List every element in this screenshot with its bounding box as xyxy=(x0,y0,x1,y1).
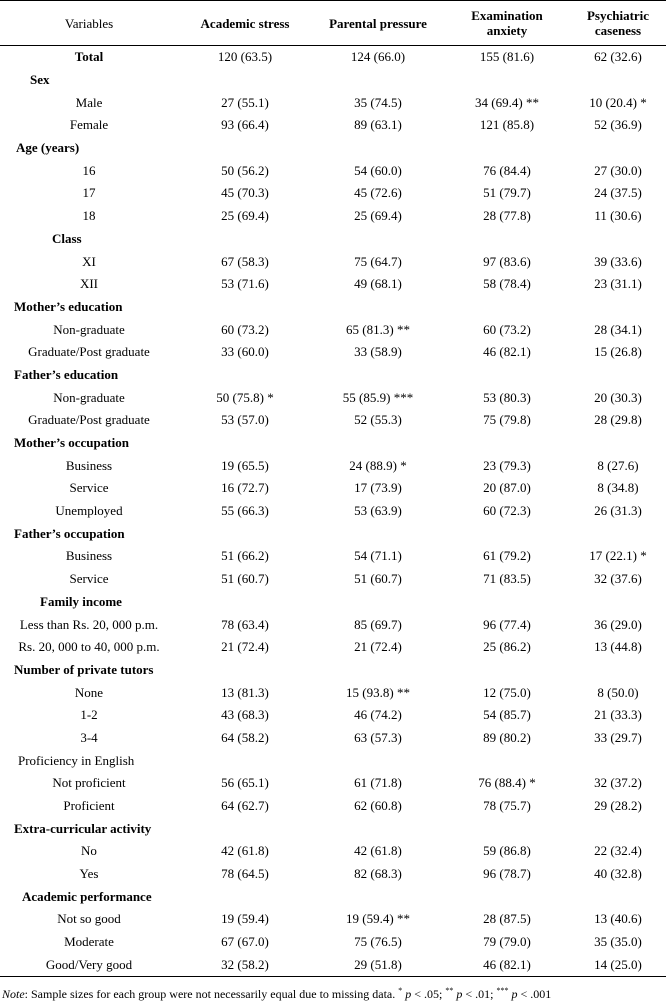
group-row xyxy=(0,137,666,160)
cell-value: 19 (59.4) ** xyxy=(346,911,410,927)
table-row xyxy=(0,749,666,772)
cell-value: 75 (76.5) xyxy=(354,934,402,950)
cell-value: 13 (81.3) xyxy=(221,684,269,700)
row-label: Not proficient xyxy=(52,775,126,791)
cell-value: 96 (77.4) xyxy=(483,616,531,632)
group-label: Number of private tutors xyxy=(14,661,154,677)
cell-value xyxy=(312,817,444,840)
group-row xyxy=(0,522,666,545)
cell-value: 53 (80.3) xyxy=(483,389,531,405)
row-label: Proficient xyxy=(63,798,115,814)
cell-value: 67 (67.0) xyxy=(221,934,269,950)
cell-value xyxy=(444,522,570,545)
cell-value: 35 (74.5) xyxy=(354,94,402,110)
cell-value xyxy=(178,749,312,772)
cell-value: 96 (78.7) xyxy=(483,866,531,882)
cell-value: 50 (75.8) * xyxy=(216,389,274,405)
cell-value xyxy=(178,69,312,92)
table-note xyxy=(2,986,551,1002)
p-threshold: < .001 xyxy=(517,987,552,1001)
cell-value xyxy=(444,749,570,772)
table-row xyxy=(0,341,666,364)
group-row xyxy=(0,885,666,908)
cell-value: 75 (64.7) xyxy=(354,253,402,269)
row-label: No xyxy=(81,843,97,859)
cell-value: 52 (36.9) xyxy=(594,117,642,133)
table-row xyxy=(0,454,666,477)
group-label: Age (years) xyxy=(16,140,80,156)
cell-value: 59 (86.8) xyxy=(483,843,531,859)
column-header-text: Examination xyxy=(471,8,543,23)
cell-value: 64 (58.2) xyxy=(221,729,269,745)
significance-stars: ** xyxy=(445,986,454,995)
cell-value xyxy=(312,749,444,772)
cell-value: 56 (65.1) xyxy=(221,775,269,791)
cell-value: 60 (72.3) xyxy=(483,503,531,519)
cell-value: 89 (63.1) xyxy=(354,117,402,133)
column-header-text: anxiety xyxy=(486,23,528,38)
cell-value: 89 (80.2) xyxy=(483,729,531,745)
cell-value: 15 (26.8) xyxy=(594,344,642,360)
cell-value: 36 (29.0) xyxy=(594,616,642,632)
cell-value xyxy=(312,364,444,387)
p-threshold: < .01; xyxy=(462,987,497,1001)
cell-value: 35 (35.0) xyxy=(594,934,642,950)
cell-value: 51 (60.7) xyxy=(221,571,269,587)
cell-value xyxy=(570,591,666,614)
group-row xyxy=(0,69,666,92)
column-header-col-4 xyxy=(570,1,666,46)
cell-value xyxy=(312,137,444,160)
column-header-col-3 xyxy=(444,1,570,46)
row-label: Unemployed xyxy=(55,503,123,519)
cell-value xyxy=(570,296,666,319)
p-symbol: p xyxy=(456,987,463,1001)
cell-value: 32 (58.2) xyxy=(178,954,312,977)
table-row xyxy=(0,545,666,568)
cell-value: 53 (57.0) xyxy=(221,412,269,428)
cell-value: 54 (60.0) xyxy=(354,162,402,178)
cell-value: 85 (69.7) xyxy=(354,616,402,632)
row-label: 3-4 xyxy=(80,729,98,745)
cell-value: 46 (82.1) xyxy=(444,954,570,977)
cell-value xyxy=(444,296,570,319)
cell-value: 11 (30.6) xyxy=(594,208,642,224)
cell-value: 14 (25.0) xyxy=(570,954,666,977)
cell-value: 155 (81.6) xyxy=(479,49,535,65)
cell-value: 21 (72.4) xyxy=(221,639,269,655)
cell-value: 39 (33.6) xyxy=(594,253,642,269)
cell-value: 17 (22.1) * xyxy=(589,548,647,564)
row-label: Graduate/Post graduate xyxy=(28,344,150,360)
cell-value xyxy=(444,137,570,160)
significance-legend xyxy=(398,987,551,1001)
cell-value: 21 (33.3) xyxy=(594,707,642,723)
row-label: 17 xyxy=(82,185,96,201)
group-label: Sex xyxy=(30,72,50,88)
cell-value xyxy=(570,364,666,387)
cell-value xyxy=(444,885,570,908)
cell-value xyxy=(444,69,570,92)
cell-value: 120 (63.5) xyxy=(217,49,273,65)
table-row xyxy=(0,91,666,114)
cell-value: 55 (66.3) xyxy=(221,503,269,519)
cell-value: 23 (79.3) xyxy=(483,457,531,473)
cell-value: 45 (70.3) xyxy=(221,185,269,201)
p-symbol: p xyxy=(511,987,518,1001)
column-header-col-1 xyxy=(178,1,312,46)
cell-value xyxy=(178,228,312,251)
row-label: None xyxy=(74,684,104,700)
column-header-text: caseness xyxy=(594,23,642,38)
cell-value: 42 (61.8) xyxy=(221,843,269,859)
cell-value: 71 (83.5) xyxy=(483,571,531,587)
cell-value: 12 (75.0) xyxy=(483,684,531,700)
column-header-text: Variables xyxy=(64,15,114,31)
cell-value xyxy=(570,749,666,772)
cell-value: 17 (73.9) xyxy=(354,480,402,496)
row-label: 18 xyxy=(82,208,96,224)
row-label: Service xyxy=(69,571,109,587)
cell-value: 34 (69.4) ** xyxy=(475,94,539,110)
note-text: : Sample sizes for each group were not necessarily equal due to missing data. xyxy=(24,987,399,1001)
table-header xyxy=(0,1,666,46)
group-label: Father’s occupation xyxy=(14,525,125,541)
cell-value: 93 (66.4) xyxy=(221,117,269,133)
table-row xyxy=(0,114,666,137)
cell-value: 8 (27.6) xyxy=(597,457,639,473)
cell-value: 43 (68.3) xyxy=(221,707,269,723)
table-row xyxy=(0,954,666,977)
cell-value xyxy=(178,364,312,387)
cell-value: 50 (56.2) xyxy=(221,162,269,178)
cell-value xyxy=(312,432,444,455)
table-row xyxy=(0,613,666,636)
cell-value: 51 (79.7) xyxy=(483,185,531,201)
cell-value: 79 (79.0) xyxy=(483,934,531,950)
cell-value: 8 (50.0) xyxy=(597,684,639,700)
cell-value: 27 (55.1) xyxy=(221,94,269,110)
cell-value: 60 (73.2) xyxy=(221,321,269,337)
cell-value xyxy=(178,659,312,682)
cell-value xyxy=(570,69,666,92)
cell-value xyxy=(570,137,666,160)
table-row xyxy=(0,636,666,659)
table-row xyxy=(0,386,666,409)
cell-value: 46 (82.1) xyxy=(483,344,531,360)
cell-value: 28 (87.5) xyxy=(483,911,531,927)
cell-value xyxy=(570,432,666,455)
cell-value: 13 (44.8) xyxy=(594,639,642,655)
cell-value: 29 (51.8) xyxy=(312,954,444,977)
table-row xyxy=(0,250,666,273)
table-row xyxy=(0,182,666,205)
group-row xyxy=(0,817,666,840)
group-row xyxy=(0,591,666,614)
cell-value: 27 (30.0) xyxy=(594,162,642,178)
group-label: Extra-curricular activity xyxy=(14,820,152,836)
cell-value: 26 (31.3) xyxy=(594,503,642,519)
cell-value: 65 (81.3) ** xyxy=(346,321,410,337)
cell-value xyxy=(178,817,312,840)
cell-value: 76 (88.4) * xyxy=(478,775,536,791)
cell-value: 16 (72.7) xyxy=(221,480,269,496)
cell-value xyxy=(312,591,444,614)
cell-value xyxy=(178,591,312,614)
cell-value: 24 (37.5) xyxy=(594,185,642,201)
group-label: Father’s education xyxy=(14,366,119,382)
cell-value: 20 (30.3) xyxy=(594,389,642,405)
cell-value xyxy=(444,817,570,840)
row-label: Business xyxy=(65,457,113,473)
row-label: Not so good xyxy=(57,911,121,927)
cell-value: 29 (28.2) xyxy=(594,798,642,814)
cell-value xyxy=(312,69,444,92)
cell-value xyxy=(570,659,666,682)
note-label: Note xyxy=(2,987,25,1001)
table-row xyxy=(0,908,666,931)
row-label: Less than Rs. 20, 000 p.m. xyxy=(19,616,159,632)
group-label: Class xyxy=(52,230,82,246)
significance-stars: * xyxy=(398,986,403,995)
column-header-text: Psychiatric xyxy=(586,8,650,23)
cell-value: 62 (60.8) xyxy=(354,798,402,814)
row-label: Non-graduate xyxy=(53,389,125,405)
cell-value: 62 (32.6) xyxy=(594,49,642,65)
cell-value: 53 (63.9) xyxy=(354,503,402,519)
cell-value: 21 (72.4) xyxy=(354,639,402,655)
cell-value: 32 (37.2) xyxy=(594,775,642,791)
cell-value xyxy=(312,659,444,682)
cell-value: 19 (59.4) xyxy=(221,911,269,927)
cell-value: 20 (87.0) xyxy=(483,480,531,496)
column-header-text: Parental pressure xyxy=(329,15,427,31)
cell-value: 75 (79.8) xyxy=(483,412,531,428)
row-label: Female xyxy=(69,117,109,133)
cell-value xyxy=(444,228,570,251)
cell-value xyxy=(178,885,312,908)
group-label: Academic performance xyxy=(22,888,152,904)
row-label: 1-2 xyxy=(80,707,98,723)
table-body xyxy=(0,46,666,977)
cell-value xyxy=(178,432,312,455)
table-row xyxy=(0,159,666,182)
cell-value: 60 (73.2) xyxy=(483,321,531,337)
row-label: Male xyxy=(75,94,103,110)
table-row xyxy=(0,500,666,523)
cell-value: 10 (20.4) * xyxy=(589,94,647,110)
cell-value xyxy=(312,296,444,319)
cell-value: 28 (29.8) xyxy=(594,412,642,428)
cell-value: 13 (40.6) xyxy=(594,911,642,927)
cell-value xyxy=(178,522,312,545)
cell-value: 124 (66.0) xyxy=(350,49,406,65)
row-label: XI xyxy=(82,253,96,269)
column-header-text: Academic stress xyxy=(200,15,290,31)
group-label: Family income xyxy=(40,593,122,609)
row-label: Good/Very good xyxy=(0,954,178,977)
cell-value: 28 (34.1) xyxy=(594,321,642,337)
cell-value xyxy=(570,817,666,840)
row-label: 16 xyxy=(82,162,96,178)
cell-value xyxy=(312,885,444,908)
cell-value: 52 (55.3) xyxy=(354,412,402,428)
cell-value: 28 (77.8) xyxy=(483,208,531,224)
table-row xyxy=(0,795,666,818)
total-row xyxy=(0,46,666,69)
cell-value: 78 (63.4) xyxy=(221,616,269,632)
cell-value: 33 (58.9) xyxy=(354,344,402,360)
row-label: Graduate/Post graduate xyxy=(28,412,150,428)
group-row xyxy=(0,432,666,455)
row-label: Moderate xyxy=(64,934,114,950)
cell-value: 67 (58.3) xyxy=(221,253,269,269)
cell-value: 33 (29.7) xyxy=(594,729,642,745)
cell-value: 54 (85.7) xyxy=(483,707,531,723)
cell-value xyxy=(312,522,444,545)
cell-value: 33 (60.0) xyxy=(221,344,269,360)
cell-value: 32 (37.6) xyxy=(594,571,642,587)
cell-value: 46 (74.2) xyxy=(354,707,402,723)
row-label: Total xyxy=(74,49,104,65)
header-row xyxy=(0,1,666,46)
cell-value: 23 (31.1) xyxy=(594,276,642,292)
row-label: Business xyxy=(65,548,113,564)
row-label: Proficiency in English xyxy=(18,752,135,768)
table-row xyxy=(0,727,666,750)
column-header-col-2 xyxy=(312,1,444,46)
cell-value: 40 (32.8) xyxy=(594,866,642,882)
cell-value: 25 (86.2) xyxy=(483,639,531,655)
p-threshold: < .05; xyxy=(411,987,446,1001)
significance-stars: *** xyxy=(496,986,509,995)
table-row xyxy=(0,681,666,704)
cell-value: 25 (69.4) xyxy=(354,208,402,224)
cell-value: 25 (69.4) xyxy=(221,208,269,224)
group-row xyxy=(0,659,666,682)
cell-value xyxy=(444,432,570,455)
cell-value: 61 (79.2) xyxy=(483,548,531,564)
cell-value: 51 (60.7) xyxy=(354,571,402,587)
cell-value: 22 (32.4) xyxy=(594,843,642,859)
cell-value xyxy=(444,591,570,614)
table-row xyxy=(0,704,666,727)
group-row xyxy=(0,364,666,387)
group-label: Mother’s occupation xyxy=(14,435,129,451)
cell-value: 82 (68.3) xyxy=(354,866,402,882)
cell-value: 54 (71.1) xyxy=(354,548,402,564)
cell-value: 24 (88.9) * xyxy=(349,457,407,473)
table-row xyxy=(0,863,666,886)
cell-value: 61 (71.8) xyxy=(354,775,402,791)
cell-value: 63 (57.3) xyxy=(354,729,402,745)
row-label: XII xyxy=(79,276,99,292)
p-symbol: p xyxy=(405,987,412,1001)
table-row xyxy=(0,931,666,954)
cell-value xyxy=(444,659,570,682)
cell-value: 49 (68.1) xyxy=(354,276,402,292)
table-row xyxy=(0,273,666,296)
cell-value: 53 (71.6) xyxy=(221,276,269,292)
table-row xyxy=(0,772,666,795)
cell-value xyxy=(570,522,666,545)
cell-value: 64 (62.7) xyxy=(221,798,269,814)
row-label: Non-graduate xyxy=(53,321,125,337)
group-row xyxy=(0,296,666,319)
cell-value: 45 (72.6) xyxy=(354,185,402,201)
cell-value xyxy=(178,296,312,319)
table-row xyxy=(0,477,666,500)
group-row xyxy=(0,228,666,251)
cell-value: 78 (64.5) xyxy=(221,866,269,882)
column-header-variables xyxy=(0,1,178,46)
cell-value: 51 (66.2) xyxy=(221,548,269,564)
row-label: Rs. 20, 000 to 40, 000 p.m. xyxy=(18,639,160,655)
cell-value xyxy=(444,364,570,387)
cell-value: 19 (65.5) xyxy=(221,457,269,473)
cell-value: 121 (85.8) xyxy=(479,117,535,133)
table-row xyxy=(0,568,666,591)
cell-value: 76 (84.4) xyxy=(483,162,531,178)
cell-value: 15 (93.8) ** xyxy=(346,684,410,700)
table-row xyxy=(0,205,666,228)
cell-value xyxy=(570,885,666,908)
cell-value xyxy=(312,228,444,251)
cell-value: 42 (61.8) xyxy=(354,843,402,859)
row-label: Yes xyxy=(79,866,99,882)
table-row xyxy=(0,409,666,432)
cell-value: 78 (75.7) xyxy=(483,798,531,814)
table-row xyxy=(0,840,666,863)
group-label: Mother’s education xyxy=(14,298,123,314)
cell-value: 97 (83.6) xyxy=(483,253,531,269)
cell-value: 55 (85.9) *** xyxy=(342,389,414,405)
cell-value xyxy=(178,137,312,160)
cell-value: 8 (34.8) xyxy=(597,480,639,496)
table-row xyxy=(0,318,666,341)
cell-value: 58 (78.4) xyxy=(483,276,531,292)
cell-value xyxy=(570,228,666,251)
row-label: Service xyxy=(69,480,109,496)
